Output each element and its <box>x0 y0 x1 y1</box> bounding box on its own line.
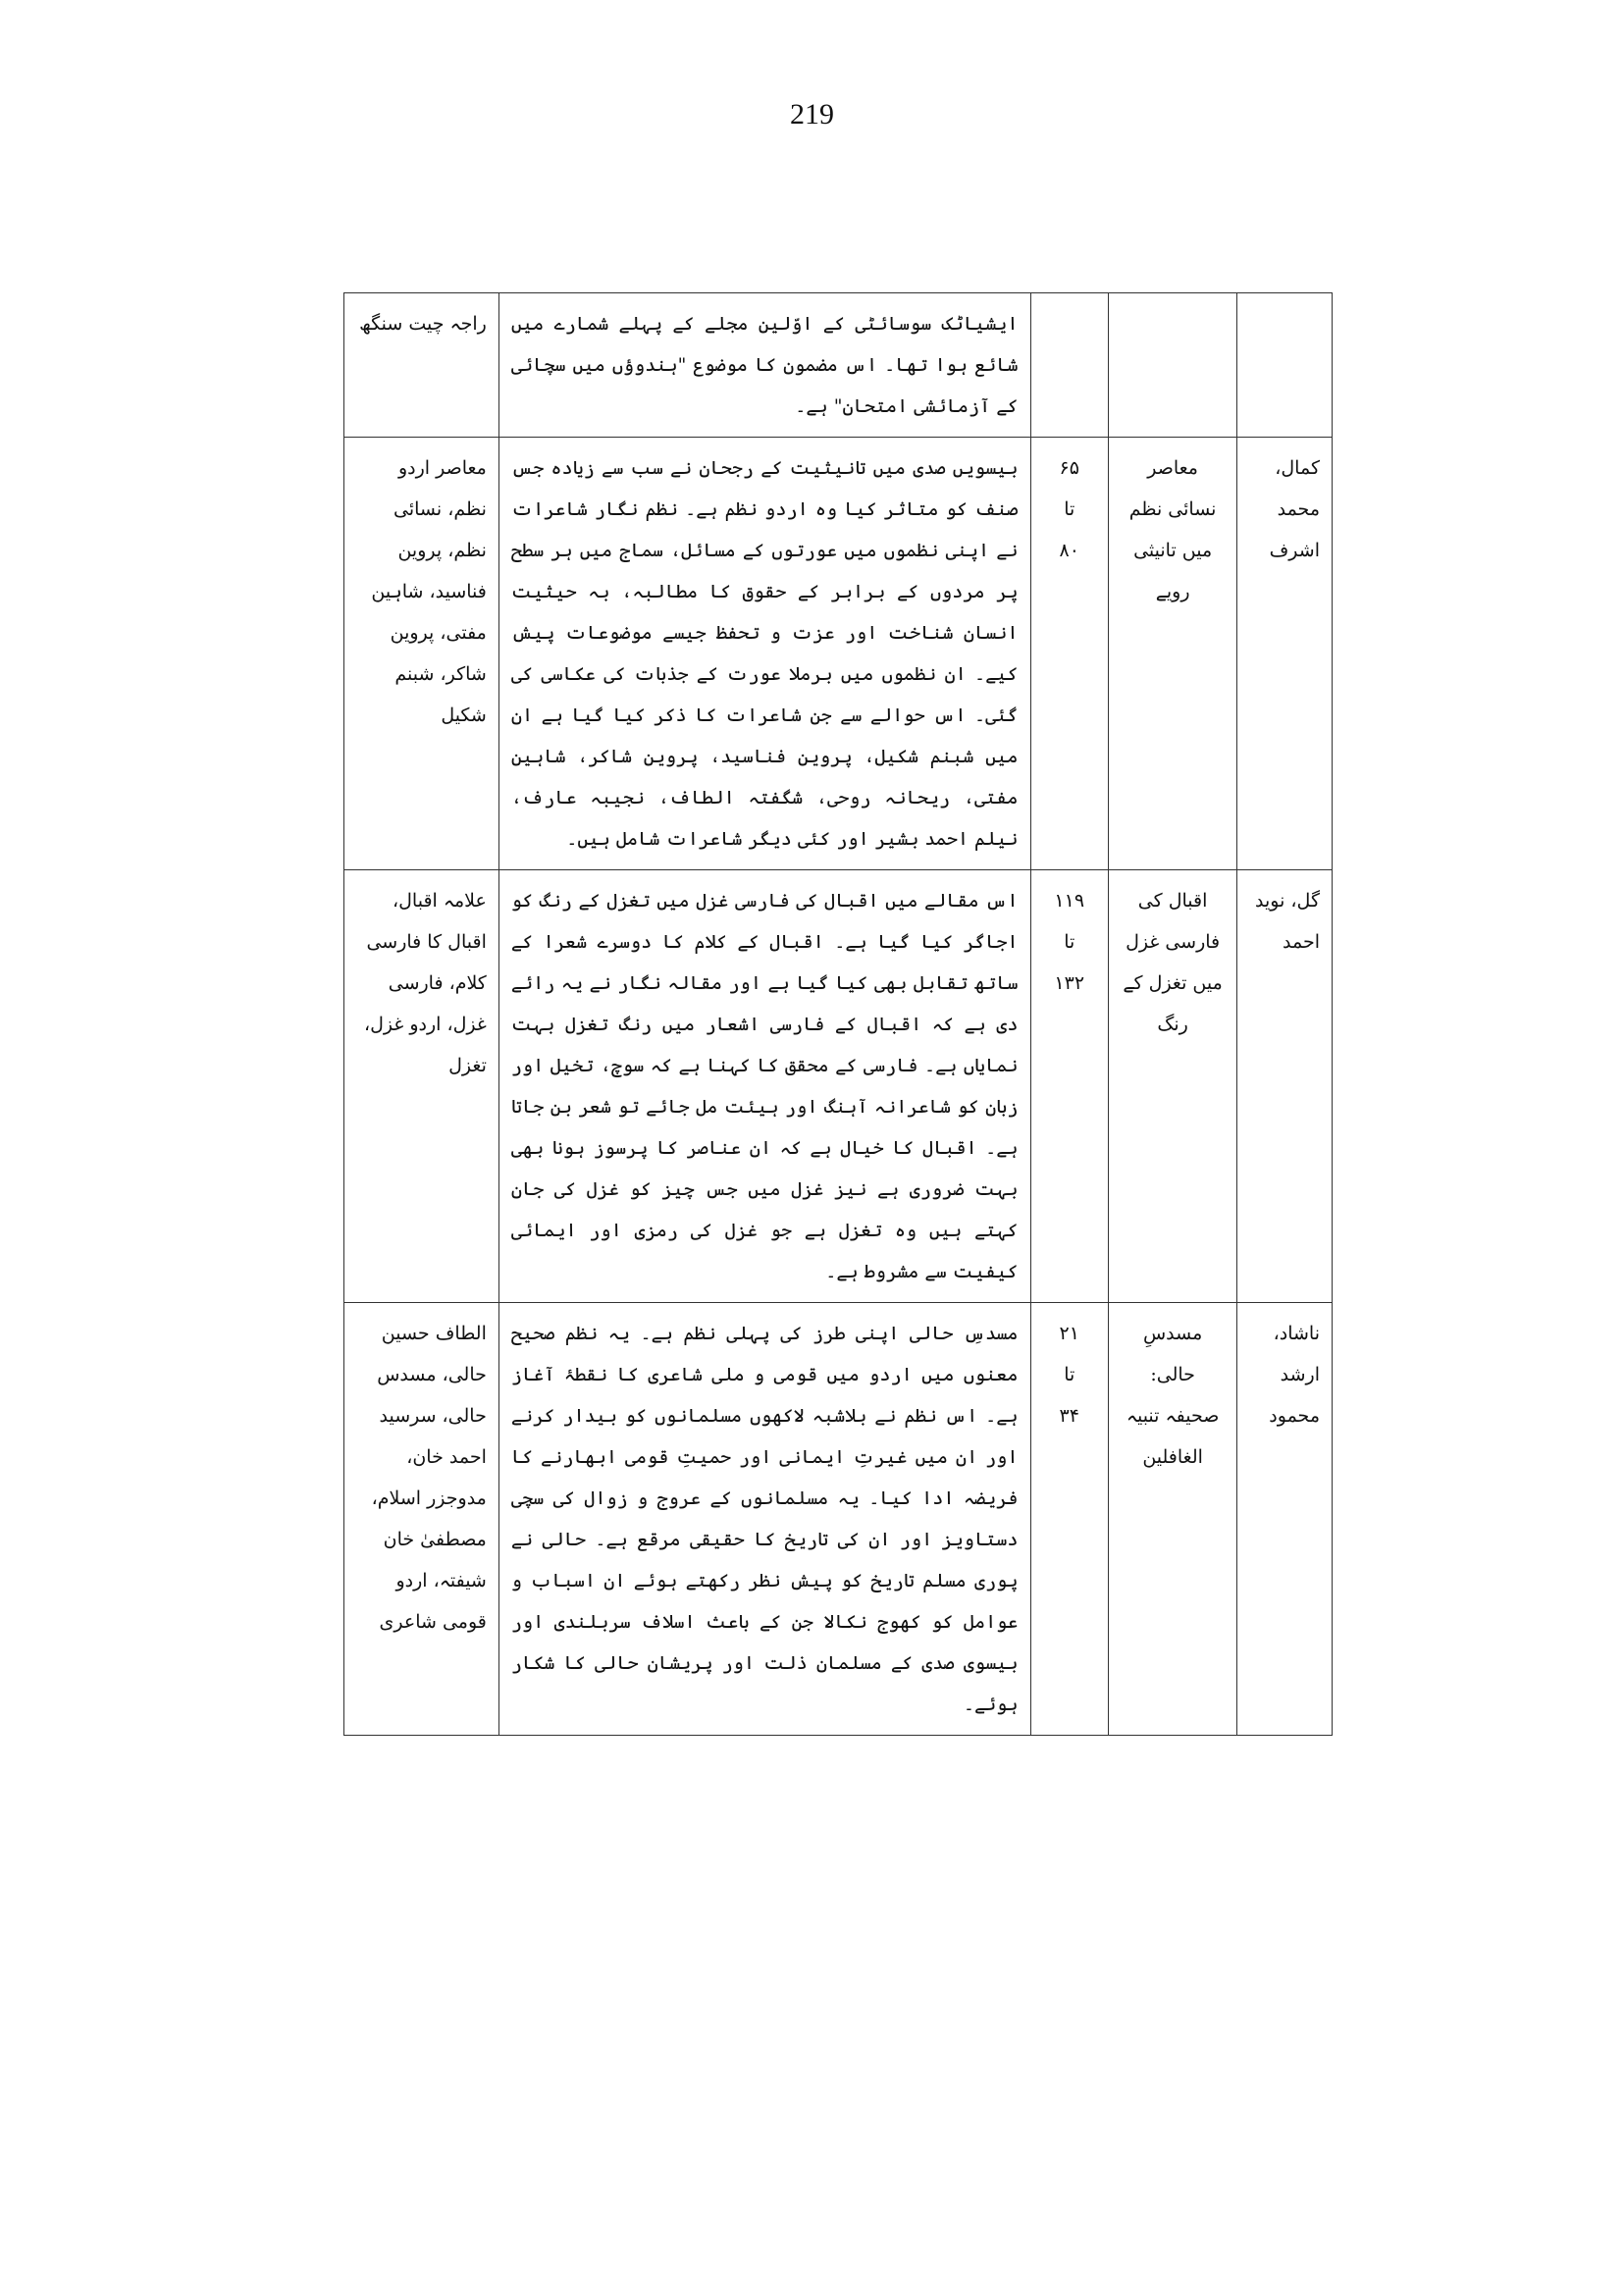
keywords-cell: راجہ چیت سنگھ <box>344 293 499 438</box>
table-row <box>344 293 1333 438</box>
title-cell: معاصر نسائی نظم میں تانیثی رویے <box>1108 438 1236 870</box>
page-separator: تا <box>1064 498 1075 520</box>
summary-cell: بیسویں صدی میں تانیثیت کے رجحان نے سب سے زیادہ جس صنف کو متاثر کیا وہ اردو نظم ہے۔ نظم نگار شاعرات نے اپنی نظموں میں عورتوں کے مسائل، سماج میں ہر سطح پر مردوں کے برابر کے حقوق کا مطالبہ، بہ حیثیت انسان شناخت اور عزت و تحفظ جیسے موضوعات پیش کیے۔ ان نظموں میں برملا عورت کے جذبات کی عکاسی کی گئی۔ اس حوالے سے جن شاعرات کا ذکر کیا گیا ہے ان میں شبنم شکیل، پروین فناسید، پروین شاکر، شاہین مفتی، ریحانہ روحی، شگفتہ الطاف، نجیبہ عارف، نیلم احمد بشیر اور کئی دیگر شاعرات شامل ہیں۔ <box>498 438 1030 870</box>
page-end: ۳۴ <box>1059 1405 1079 1427</box>
summary-cell: اس مقالے میں اقبال کی فارسی غزل میں تغزل کے رنگ کو اجاگر کیا گیا ہے۔ اقبال کے کلام کا دوسرے شعرا کے ساتھ تقابل بھی کیا گیا ہے اور مقالہ نگار نے یہ رائے دی ہے کہ اقبال کے فارسی اشعار میں رنگ تغزل بہت نمایاں ہے۔ فارسی کے محقق کا کہنا ہے کہ سوچ، تخیل اور زبان کو شاعرانہ آہنگ اور ہیئت مل جائے تو شعر بن جاتا ہے۔ اقبال کا خیال ہے کہ ان عناصر کا پرسوز ہونا بھی بہت ضروری ہے نیز غزل میں جس چیز کو غزل کی جان کہتے ہیں وہ تغزل ہے جو غزل کی رمزی اور ایمائی کیفیت سے مشروط ہے۔ <box>498 870 1030 1303</box>
pages-cell <box>1030 438 1108 870</box>
title-cell: اقبال کی فارسی غزل میں تغزل کے رنگ <box>1108 870 1236 1303</box>
summary-cell: ایشیاٹک سوسائٹی کے اوّلین مجلے کے پہلے شمارے میں شائع ہوا تھا۔ اس مضمون کا موضوع "ہندوؤں میں سچائی کے آزمائشی امتحان" ہے۔ <box>498 293 1030 438</box>
pages-cell <box>1030 293 1108 438</box>
author-cell: گل، نوید احمد <box>1237 870 1333 1303</box>
page-end: ۱۳۲ <box>1054 972 1085 994</box>
table-row <box>344 438 1333 870</box>
author-cell: کمال، محمد اشرف <box>1237 438 1333 870</box>
summary-cell: مسدسِ حالی اپنی طرز کی پہلی نظم ہے۔ یہ نظم صحیح معنوں میں اردو میں قومی و ملی شاعری کا نقطۂ آغاز ہے۔ اس نظم نے بلاشبہ لاکھوں مسلمانوں کو بیدار کرنے اور ان میں غیرتِ ایمانی اور حمیتِ قومی ابھارنے کا فریضہ ادا کیا۔ یہ مسلمانوں کے عروج و زوال کی سچی دستاویز اور ان کی تاریخ کا حقیقی مرقع ہے۔ حالی نے پوری مسلم تاریخ کو پیش نظر رکھتے ہوئے ان اسباب و عوامل کو کھوج نکالا جن کے باعث اسلاف سربلندی اور بیسوی صدی کے مسلمان ذلت اور پریشان حالی کا شکار ہوئے۔ <box>498 1303 1030 1736</box>
bibliography-table <box>343 292 1333 1736</box>
page-number: 219 <box>790 98 834 130</box>
pages-cell <box>1030 1303 1108 1736</box>
author-cell <box>1237 293 1333 438</box>
page-separator: تا <box>1064 931 1075 953</box>
pages-cell <box>1030 870 1108 1303</box>
title-cell: مسدسِ حالی: صحیفہ تنبیہ الغافلین <box>1108 1303 1236 1736</box>
page-start: ۶۵ <box>1059 457 1079 479</box>
keywords-cell: معاصر اردو نظم، نسائی نظم، پروین فناسید، شاہین مفتی، پروین شاکر، شبنم شکیل <box>344 438 499 870</box>
keywords-cell: علامہ اقبال، اقبال کا فارسی کلام، فارسی غزل، اردو غزل، تغزل <box>344 870 499 1303</box>
author-cell: ناشاد، ارشد محمود <box>1237 1303 1333 1736</box>
title-cell <box>1108 293 1236 438</box>
page-start: ۱۱۹ <box>1054 890 1085 912</box>
keywords-cell: الطاف حسین حالی، مسدس حالی، سرسید احمد خان، مدوجزر اسلام، مصطفیٰ خان شیفتہ، اردو قومی شاعری <box>344 1303 499 1736</box>
page-separator: تا <box>1064 1364 1075 1385</box>
page-end: ۸۰ <box>1059 540 1079 561</box>
table-row <box>344 870 1333 1303</box>
page-start: ۲۱ <box>1059 1323 1079 1344</box>
table-row <box>344 1303 1333 1736</box>
